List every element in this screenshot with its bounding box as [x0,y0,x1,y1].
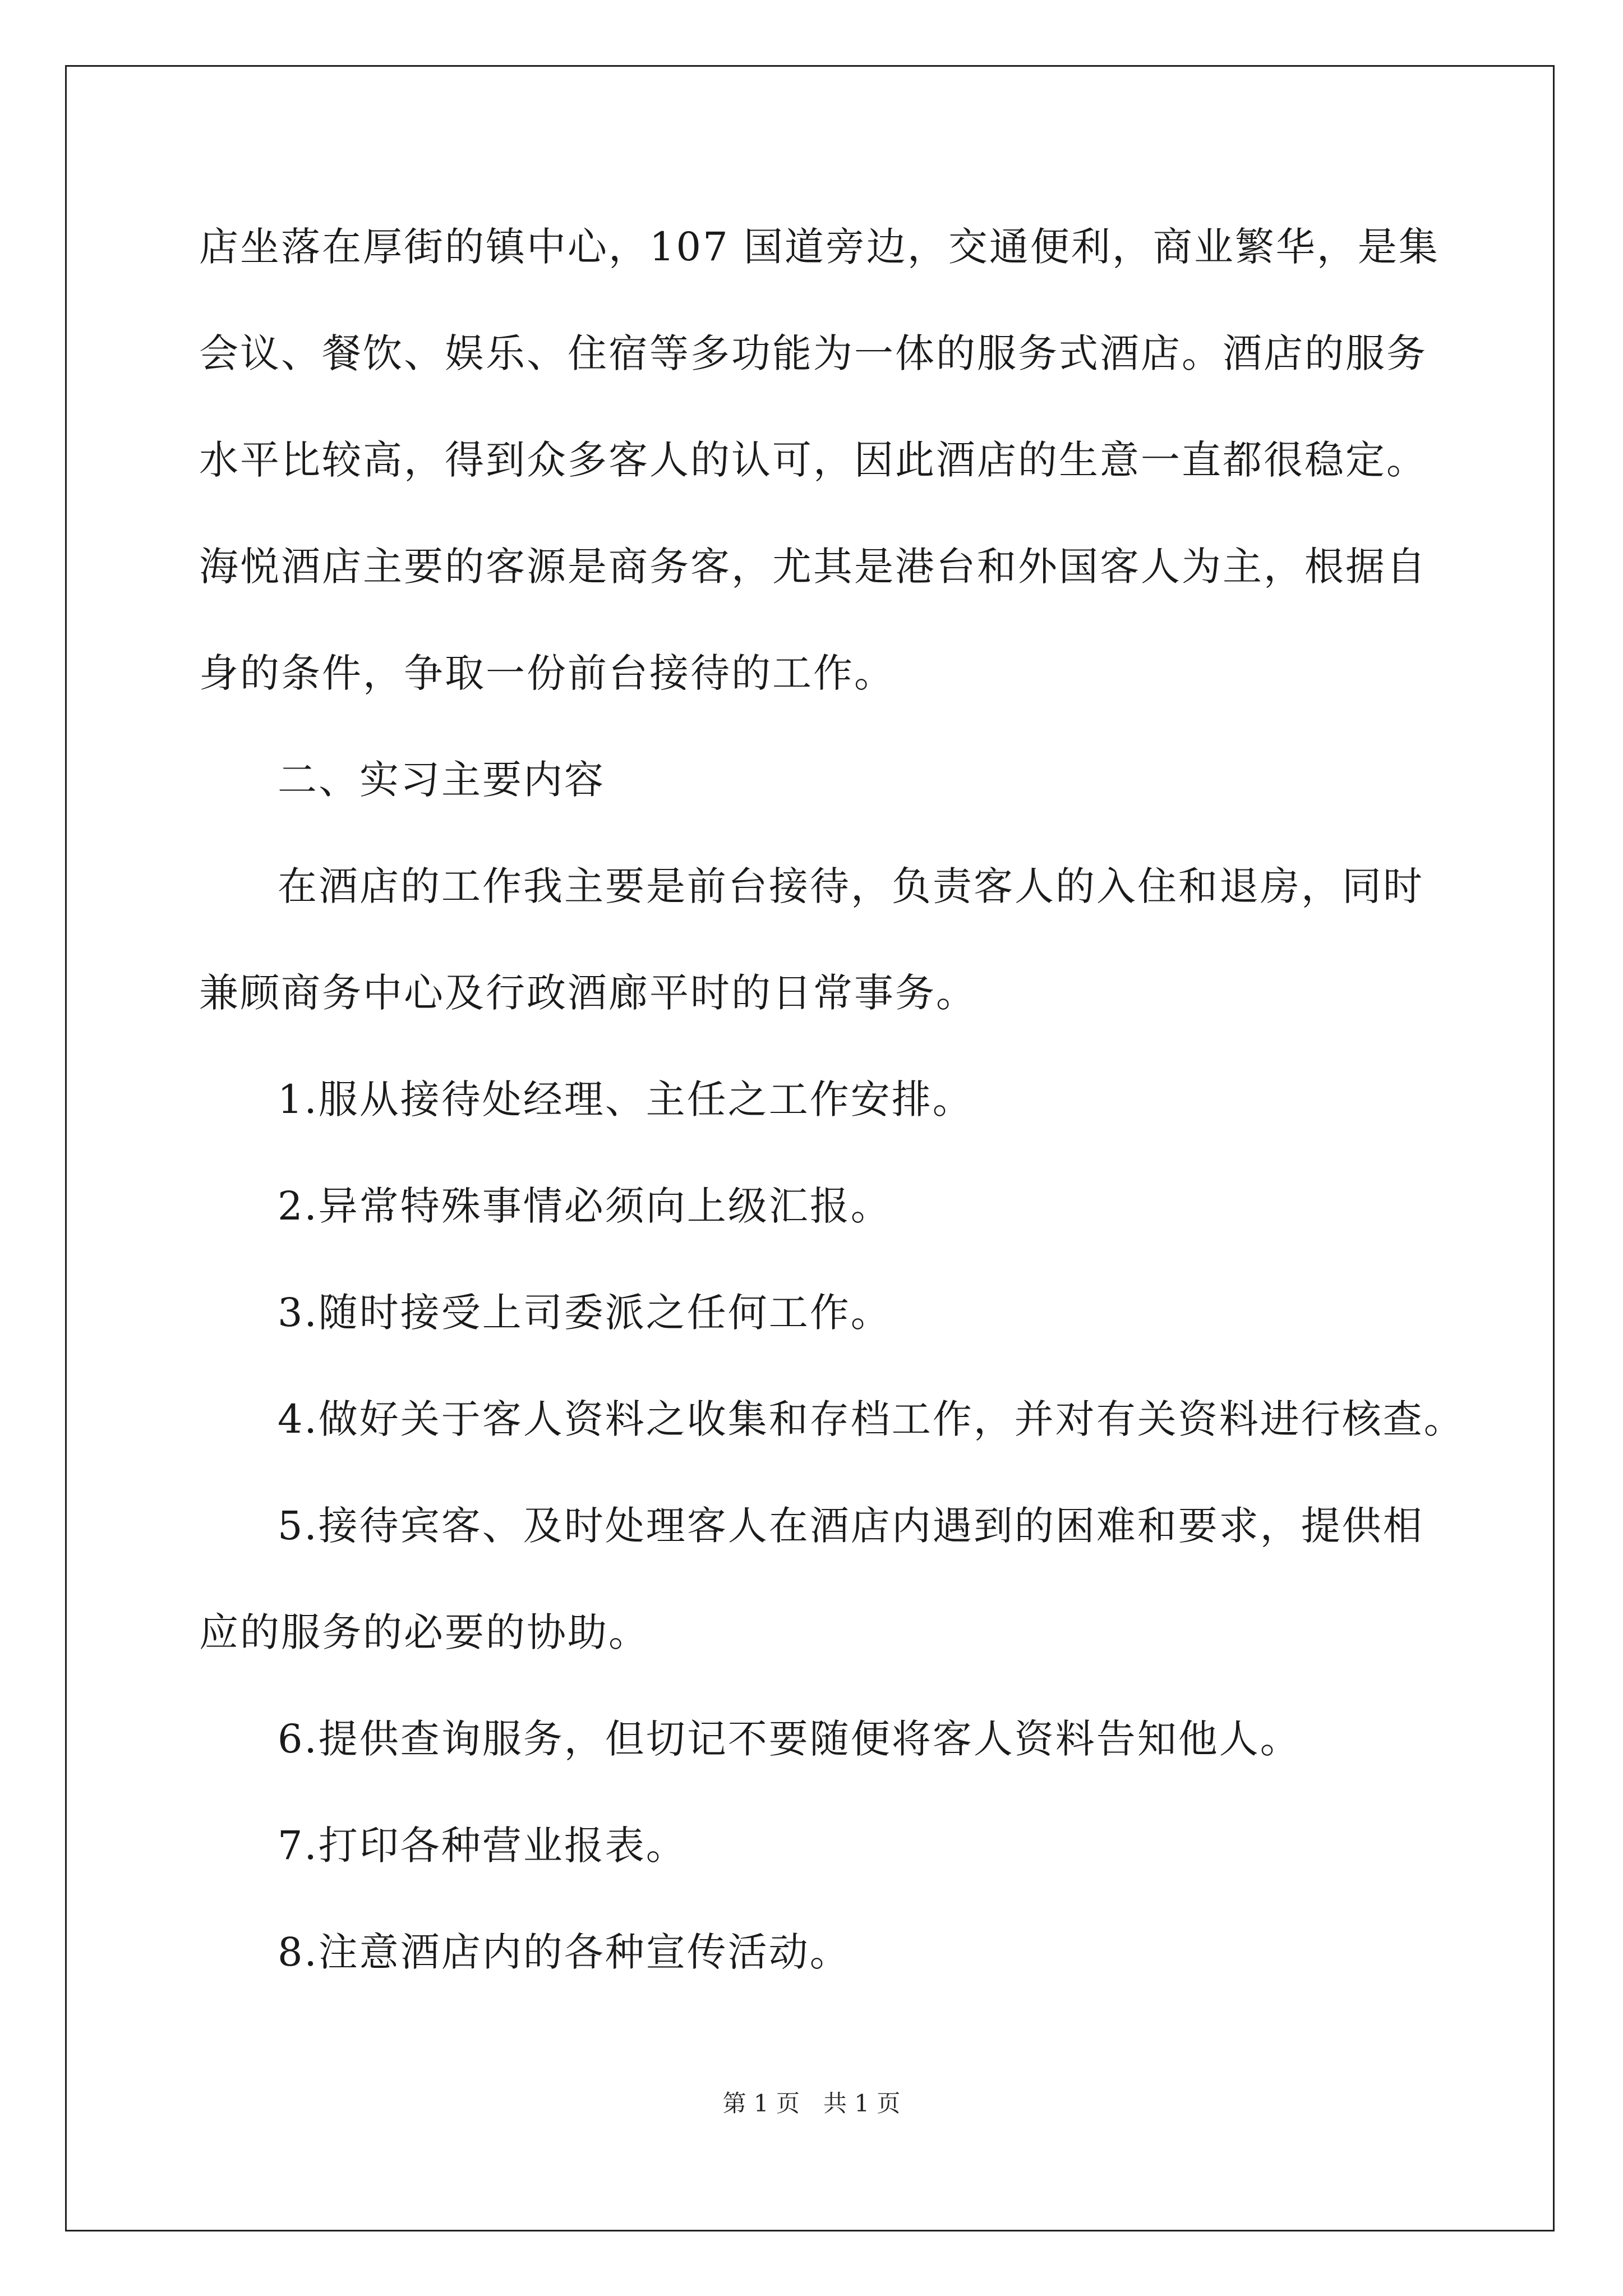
paragraph-line: 水平比较高，得到众多客人的认可，因此酒店的生意一直都很稳定。 [199,437,1427,483]
paragraph-line: 身的条件，争取一份前台接待的工作。 [199,650,895,696]
list-item: 7.打印各种营业报表。 [278,1823,687,1869]
list-item: 6.提供查询服务，但切记不要随便将客人资料告知他人。 [278,1716,1301,1762]
page-total: 共 1 页 [823,2090,901,2117]
list-item: 3.随时接受上司委派之任何工作。 [278,1290,892,1336]
page-footer [0,2087,1623,2120]
page-number: 第 1 页 [722,2090,800,2117]
paragraph-line: 海悦酒店主要的客源是商务客，尤其是港台和外国客人为主，根据自 [199,544,1427,590]
paragraph-line: 兼顾商务中心及行政酒廊平时的日常事务。 [199,970,977,1016]
page-border [65,65,1555,2231]
list-item: 8.注意酒店内的各种宣传活动。 [278,1929,851,1975]
list-item: 2.异常特殊事情必须向上级汇报。 [278,1183,892,1229]
list-item-continuation: 应的服务的必要的协助。 [199,1609,649,1655]
paragraph-line: 会议、餐饮、娱乐、住宿等多功能为一体的服务式酒店。酒店的服务 [199,330,1427,376]
paragraph-line: 在酒店的工作我主要是前台接待，负责客人的入住和退房，同时 [278,863,1424,909]
list-item: 5.接待宾客、及时处理客人在酒店内遇到的困难和要求，提供相 [278,1503,1424,1549]
list-item: 1.服从接待处经理、主任之工作安排。 [278,1076,974,1122]
section-heading: 二、实习主要内容 [278,757,605,803]
paragraph-line: 店坐落在厚街的镇中心，107 国道旁边，交通便利，商业繁华，是集 [199,224,1440,270]
list-item: 4.做好关于客人资料之收集和存档工作，并对有关资料进行核查。 [278,1396,1465,1442]
